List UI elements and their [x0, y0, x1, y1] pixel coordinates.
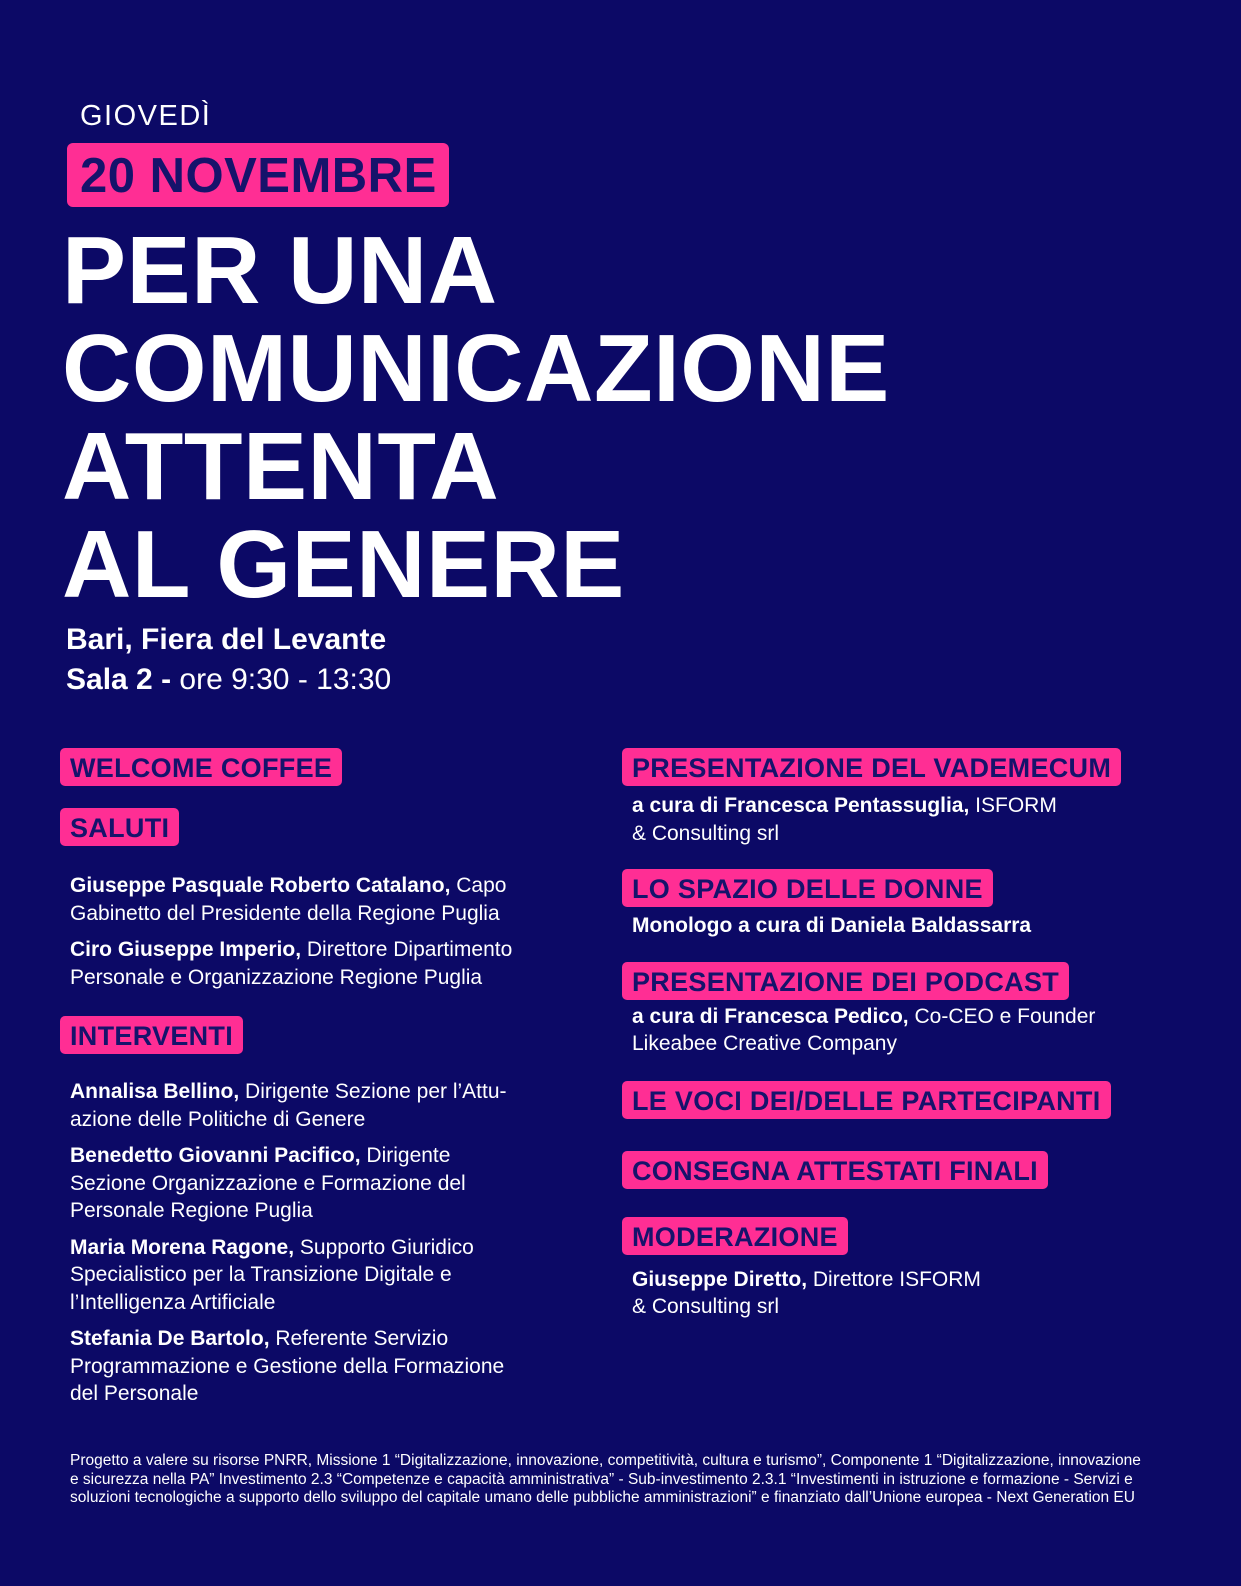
- speaker-role-cont: azione delle Politiche di Genere: [70, 1107, 366, 1131]
- speaker-name: Stefania De Bartolo,: [70, 1327, 270, 1350]
- title-line-3: ATTENTA: [62, 413, 500, 520]
- speaker-role-cont: Gabinetto del Presidente della Regione Puglia: [70, 901, 500, 925]
- speaker-role: Direttore Dipartimento: [306, 938, 513, 961]
- speaker-entry: [60, 1234, 600, 1317]
- speaker-role: Dirigente Sezione per l’Attu-: [245, 1080, 507, 1103]
- speaker-role: Referente Servizio: [275, 1327, 449, 1350]
- venue-location: Bari, Fiera del Levante: [66, 623, 387, 656]
- vademecum-org-cont: & Consulting srl: [632, 821, 780, 845]
- section-saluti: SALUTI: [60, 808, 179, 846]
- event-day: GIOVEDÌ: [80, 100, 212, 132]
- speaker-role-cont: del Personale: [70, 1382, 199, 1405]
- speaker-entry: [60, 1078, 600, 1133]
- funding-footer: Progetto a valere su risorse PNRR, Missione 1 “Digitalizzazione, innovazione, competitività, cultura e turismo”, Componente 1 “Digitalizzazione, innovazione e sicurezza nella PA” Investimento 2.3 “Competenze e capacità amministrativa” - Sub-investimento 2.3.1 “Investimenti in istruzione e formazione - Servizi e soluzioni tecnologiche a supporto dello sviluppo del capitale umano delle pubbliche amministrazioni” e finanziato dall’Unione europea - Next Generation EU: [70, 1452, 1141, 1506]
- podcast-role: Co-CEO e Founder: [914, 1004, 1096, 1028]
- vademecum-entry: [622, 792, 1182, 847]
- speaker-name: Annalisa Bellino,: [70, 1080, 240, 1103]
- speaker-entry: [60, 936, 600, 991]
- podcast-entry: [622, 1003, 1182, 1058]
- venue-time: ore 9:30 - 13:30: [179, 663, 392, 696]
- section-spazio-donne: LO SPAZIO DELLE DONNE: [622, 869, 993, 907]
- speaker-entry: [60, 1325, 600, 1408]
- spazio-text: Monologo a cura di Daniela Baldassarra: [632, 914, 1032, 937]
- speaker-name: Giuseppe Pasquale Roberto Catalano,: [70, 874, 451, 897]
- program-right-column: [622, 748, 1182, 1321]
- moderator-name: Giuseppe Diretto,: [632, 1267, 808, 1291]
- speaker-name: Maria Morena Ragone,: [70, 1235, 295, 1259]
- section-interventi: INTERVENTI: [60, 1016, 243, 1054]
- speaker-name: Ciro Giuseppe Imperio,: [70, 938, 302, 961]
- section-consegna: CONSEGNA ATTESTATI FINALI: [622, 1151, 1048, 1189]
- podcast-org: Likeabee Creative Company: [632, 1032, 897, 1055]
- event-date-badge: 20 NOVEMBRE: [67, 143, 449, 207]
- section-voci: LE VOCI DEI/DELLE PARTECIPANTI: [622, 1081, 1111, 1119]
- moderator-org: & Consulting srl: [632, 1295, 780, 1318]
- section-moderazione: MODERAZIONE: [622, 1217, 848, 1255]
- podcast-curator: a cura di Francesca Pedico,: [632, 1004, 909, 1028]
- speaker-entry: [60, 1142, 600, 1225]
- section-welcome-coffee: WELCOME COFFEE: [60, 748, 342, 786]
- venue-info: [66, 620, 391, 700]
- speaker-role-cont: Sezione Organizzazione e Formazione del: [70, 1171, 466, 1195]
- speaker-role-cont: Personale Regione Puglia: [70, 1199, 313, 1222]
- spazio-entry: [622, 912, 1182, 940]
- vademecum-org: ISFORM: [975, 794, 1057, 817]
- speaker-role: Dirigente: [366, 1144, 451, 1167]
- speaker-name: Benedetto Giovanni Pacifico,: [70, 1144, 361, 1167]
- title-line-1: PER UNA: [62, 217, 498, 324]
- speaker-role-cont: Specialistico per la Transizione Digitale e: [70, 1263, 452, 1286]
- moderator-role: Direttore ISFORM: [812, 1267, 981, 1291]
- program-left-column: [60, 748, 600, 1408]
- speaker-role: Supporto Giuridico: [299, 1235, 474, 1259]
- section-vademecum: PRESENTAZIONE DEL VADEMECUM: [622, 748, 1121, 786]
- speaker-role-cont: Personale e Organizzazione Regione Puglia: [70, 965, 483, 989]
- venue-hall: Sala 2 -: [66, 663, 172, 696]
- speaker-role-cont: l’Intelligenza Artificiale: [70, 1290, 276, 1314]
- speaker-entry: [60, 872, 600, 927]
- speaker-role: Capo: [456, 874, 507, 897]
- title-line-2: COMUNICAZIONE: [62, 315, 890, 422]
- event-title: [62, 217, 890, 618]
- title-line-4: AL GENERE: [62, 511, 625, 618]
- moderator-entry: [622, 1266, 1182, 1321]
- section-podcast: PRESENTAZIONE DEI PODCAST: [622, 962, 1069, 1000]
- vademecum-curator: a cura di Francesca Pentassuglia,: [632, 794, 970, 817]
- speaker-role-cont: Programmazione e Gestione della Formazione: [70, 1354, 505, 1378]
